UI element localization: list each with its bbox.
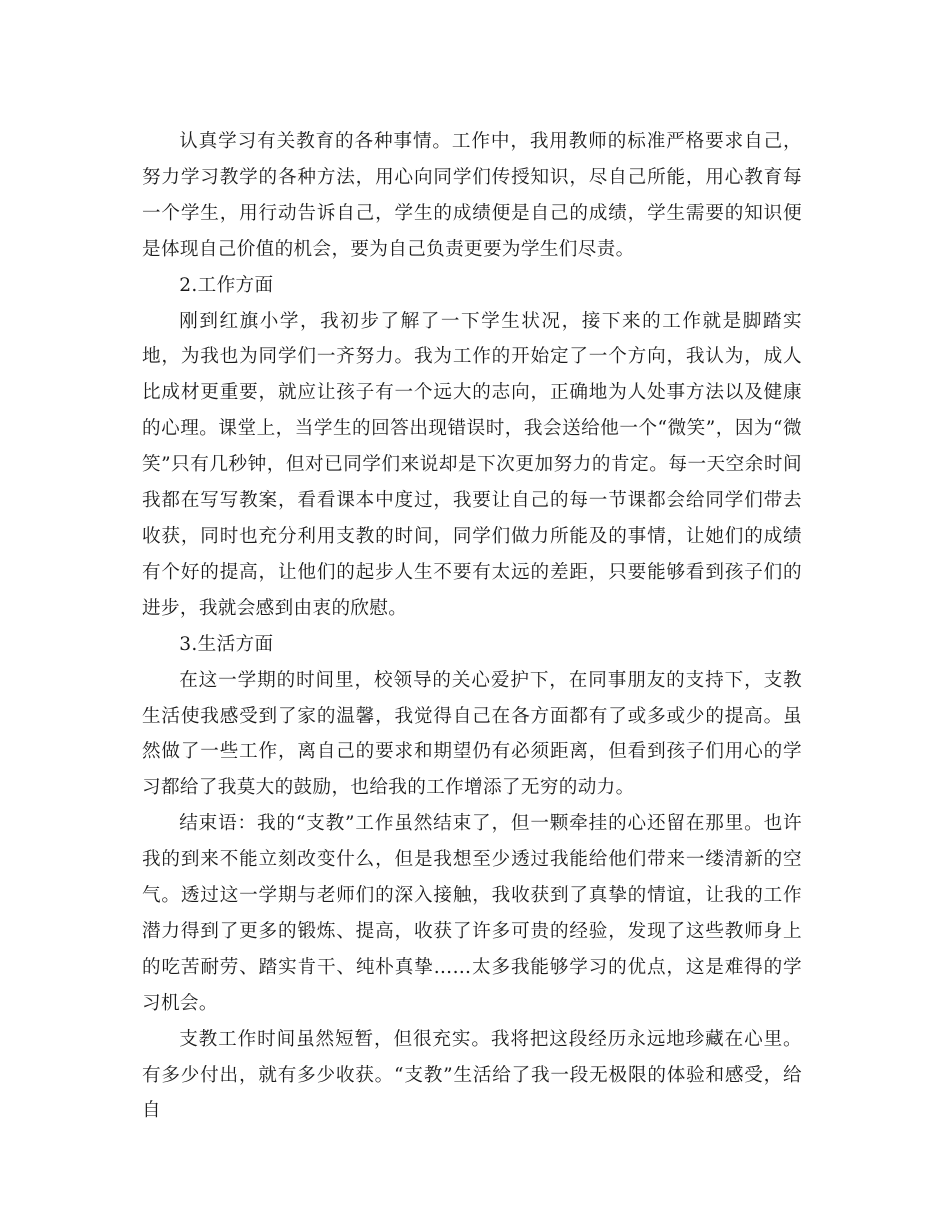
paragraph-study-duty: 认真学习有关教育的各种事情。工作中，我用教师的标准严格要求自己，努力学习教学的各种方法，用心向同学们传授知识，尽自己所能，用心教育每一个学生，用行动告诉自己，学生的成绩便是自己的成绩，学生需要的知识便是体现自己价值的机会，要为自己负责更要为学生们尽责。 [142, 131, 802, 260]
paragraph-life-details: 在这一学期的时间里，校领导的关心爱护下，在同事朋友的支持下，支教生活使我感受到了家的温馨，我觉得自己在各方面都有了或多或少的提高。虽然做了一些工作，离自己的要求和期望仍有必须距离，但看到孩子们用心的学习都给了我莫大的鼓励，也给我的工作增添了无穷的动力。 [142, 669, 802, 799]
paragraph-closing: 支教工作时间虽然短暂，但很充实。我将把这段经历永远地珍藏在心里。有多少付出，就有多少收获。“支教”生活给了我一段无极限的体验和感受，给自 [142, 1028, 802, 1122]
paragraph-conclusion: 结束语：我的“支教”工作虽然结束了，但一颗牵挂的心还留在那里。也许我的到来不能立刻改变什么，但是我想至少透过我能给他们带来一缕清新的空气。透过这一学期与老师们的深入接触，我收获到了真挚的情谊，让我的工作潜力得到了更多的锻炼、提高，收获了许多可贵的经验，发现了这些教师身上的吃苦耐劳、踏实肯干、纯朴真挚……太多我能够学习的优点，这是难得的学习机会。 [142, 813, 802, 1014]
heading-life-aspect: 3.生活方面 [179, 633, 274, 655]
paragraph-work-details: 刚到红旗小学，我初步了解了一下学生状况，接下来的工作就是脚踏实地，为我也为同学们一齐努力。我为工作的开始定了一个方向，我认为，成人比成材更重要，就应让孩子有一个远大的志向，正确地为人处事方法以及健康的心理。课堂上，当学生的回答出现错误时，我会送给他一个“微笑”，因为“微笑”只有几秒钟，但对已同学们来说却是下次更加努力的肯定。每一天空余时间我都在写写教案，看看课本中度过，我要让自己的每一节课都会给同学们带去收获，同时也充分利用支教的时间，同学们做力所能及的事情，让她们的成绩有个好的提高，让他们的起步人生不要有太远的差距，只要能够看到孩子们的进步，我就会感到由衷的欣慰。 [142, 310, 802, 619]
document-body [142, 124, 802, 1129]
heading-work-aspect: 2.工作方面 [179, 274, 274, 296]
